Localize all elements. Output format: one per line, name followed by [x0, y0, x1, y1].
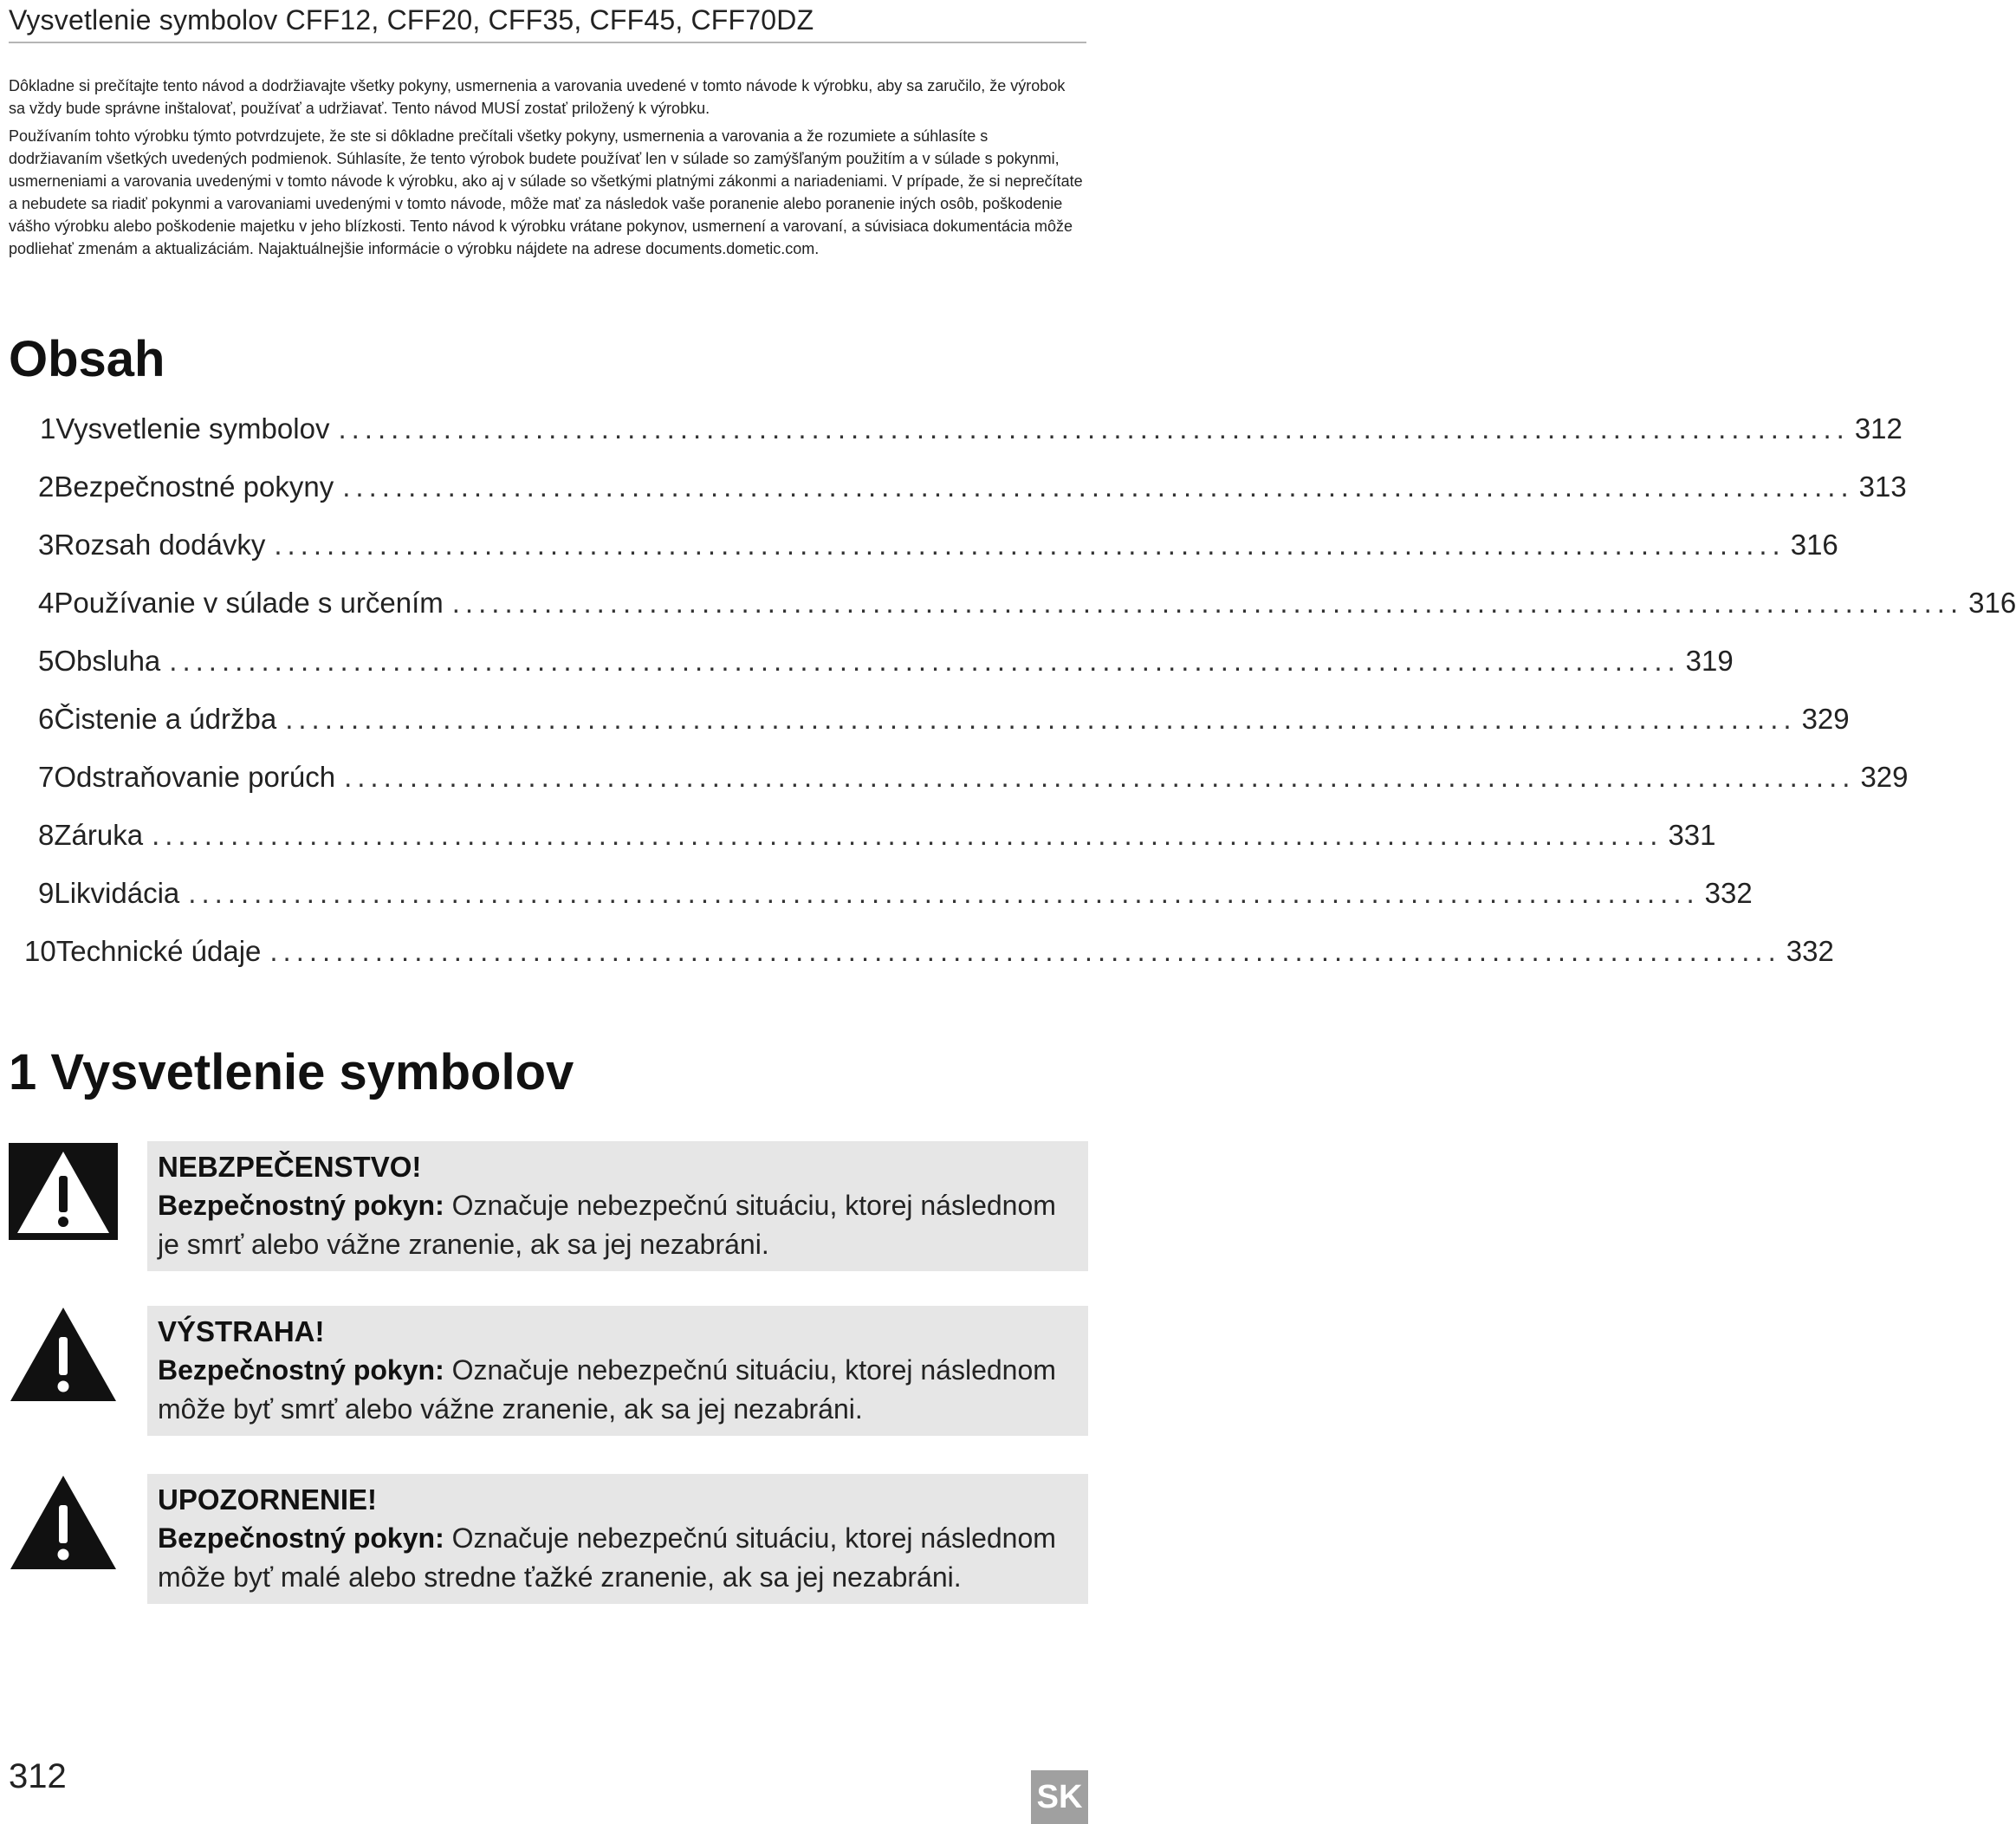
toc-item-number: 1	[40, 412, 56, 445]
toc-item-page: 313	[1858, 471, 1907, 503]
toc-item-page: 316	[1968, 587, 2016, 619]
toc-item-troubleshooting[interactable]	[0, 756, 1909, 799]
toc-item-title: Bezpečnostné pokyny	[54, 471, 334, 503]
toc-item-scope[interactable]	[0, 523, 1838, 567]
toc-item-page: 329	[1860, 761, 1909, 793]
toc-item-page: 312	[1854, 412, 1903, 445]
toc-item-number: 8	[38, 819, 55, 851]
page-number: 312	[9, 1757, 67, 1795]
toc-leader-dots: ...................................................................................................................	[169, 645, 1681, 677]
toc-item-title: Odstraňovanie porúch	[54, 761, 336, 793]
notice-prefix: Bezpečnostný pokyn:	[158, 1522, 444, 1554]
toc-item-page: 319	[1685, 645, 1734, 677]
toc-item-title: Záruka	[54, 819, 144, 851]
notice-caution	[0, 1474, 1093, 1604]
toc-item-page: 332	[1786, 935, 1834, 967]
toc-leader-dots: ...................................................................................................................	[274, 529, 1786, 561]
toc-item-number: 3	[38, 529, 55, 561]
toc-item-page: 331	[1668, 819, 1716, 851]
toc-item-safety[interactable]	[0, 465, 1907, 509]
toc-leader-dots: ...................................................................................................................	[451, 587, 1964, 619]
toc-item-page: 316	[1790, 529, 1838, 561]
notice-text	[158, 1351, 1078, 1429]
toc-item-number: 7	[38, 761, 55, 793]
notice-text	[158, 1186, 1078, 1264]
warning-icon	[9, 1306, 118, 1403]
toc-item-title: Obsluha	[54, 645, 161, 677]
danger-icon	[9, 1143, 118, 1240]
notice-label: NEBZPEČENSTVO!	[158, 1151, 422, 1183]
notice-box	[147, 1306, 1088, 1436]
notice-label: UPOZORNENIE!	[158, 1483, 378, 1516]
toc-item-warranty[interactable]	[0, 814, 1716, 857]
toc-item-disposal[interactable]	[0, 872, 1753, 915]
toc-item-cleaning[interactable]	[0, 698, 1850, 741]
toc-leader-dots: ...................................................................................................................	[285, 703, 1797, 735]
toc-item-symbols[interactable]	[0, 407, 1903, 451]
toc-leader-dots: ...................................................................................................................	[188, 877, 1700, 909]
toc-item-title: Používanie v súlade s určením	[54, 587, 444, 619]
toc-item-number: 10	[24, 935, 56, 967]
toc-item-title: Vysvetlenie symbolov	[55, 412, 330, 445]
toc-item-number: 5	[38, 645, 55, 677]
language-badge: SK	[1031, 1770, 1088, 1824]
notice-box	[147, 1141, 1088, 1271]
toc-item-title: Rozsah dodávky	[54, 529, 266, 561]
toc-item-page: 332	[1704, 877, 1753, 909]
toc-item-page: 329	[1801, 703, 1850, 735]
toc-item-operation[interactable]	[0, 639, 1734, 683]
notice-prefix: Bezpečnostný pokyn:	[158, 1190, 444, 1221]
toc-leader-dots: ...................................................................................................................	[344, 761, 1856, 793]
toc-item-technical-data[interactable]	[0, 930, 1834, 973]
toc-leader-dots: ...................................................................................................................	[338, 412, 1850, 445]
notice-label: VÝSTRAHA!	[158, 1315, 325, 1347]
toc-item-number: 6	[38, 703, 55, 735]
notice-warning	[0, 1306, 1093, 1436]
notice-body: Označuje nebezpečnú situáciu, ktorej následnom môže byť malé alebo stredne ťažké zranenie, ak sa jej nezabráni.	[158, 1522, 1056, 1593]
notice-text	[158, 1519, 1078, 1597]
toc-heading: Obsah	[9, 331, 165, 387]
toc-item-intended-use[interactable]	[0, 581, 2016, 625]
toc-leader-dots: ...................................................................................................................	[342, 471, 1854, 503]
intro-paragraph-1: Dôkladne si prečítajte tento návod a dodržiavajte všetky pokyny, usmernenia a varovania uvedené v tomto návode k výrobku, aby sa zaručilo, že výrobok sa vždy bude správne inštalovať, používať a udržiavať. Tento návod MUSÍ zostať priložený k výrobku.	[9, 77, 1066, 117]
toc-leader-dots: ...................................................................................................................	[152, 819, 1663, 851]
toc-item-number: 2	[38, 471, 55, 503]
section-heading: 1 Vysvetlenie symbolov	[9, 1044, 574, 1100]
toc-item-title: Technické údaje	[55, 935, 262, 967]
toc-leader-dots: ...................................................................................................................	[269, 935, 1781, 967]
notice-body: Označuje nebezpečnú situáciu, ktorej následnom môže byť smrť alebo vážne zranenie, ak sa jej nezabráni.	[158, 1354, 1056, 1425]
intro-paragraph-2: Používaním tohto výrobku týmto potvrdzujete, že ste si dôkladne prečítali všetky pokyny, usmernenia a varovania a že rozumiete a súhlasíte s dodržiavaním všetkých uvedených podmienok. Súhlasíte, že tento výrobok budete používať len v súlade so zamýšľaným použitím a v súlade s pokynmi, usmerneniami a varovania uvedenými v tomto návode k výrobku, ako aj v súlade so všetkými platnými zákonmi a nariadeniami. V prípade, že si neprečítate a nebudete sa riadiť pokynmi a varovaniami uvedenými v tomto návode, môže mať za následok vaše poranenie alebo poranenie iných osôb, poškodenie vášho výrobku alebo poškodenie majetku v jeho blízkosti. Tento návod k výrobku vrátane pokynov, usmernení a varovaní, a súvisiaca dokumentácia môže podliehať zmenám a aktualizáciám. Najaktuálnejšie informácie o výrobku nájdete na adrese documents.dometic.com.	[9, 127, 1083, 257]
toc-item-number: 9	[38, 877, 55, 909]
page-header-title: Vysvetlenie symbolov CFF12, CFF20, CFF35, CFF45, CFF70DZ	[9, 3, 1086, 43]
notice-box	[147, 1474, 1088, 1604]
notice-prefix: Bezpečnostný pokyn:	[158, 1354, 444, 1386]
toc-item-title: Likvidácia	[54, 877, 180, 909]
caution-icon	[9, 1474, 118, 1571]
notice-danger	[0, 1141, 1093, 1271]
toc-item-title: Čistenie a údržba	[54, 703, 277, 735]
notice-body: Označuje nebezpečnú situáciu, ktorej následnom je smrť alebo vážne zranenie, ak sa jej nezabráni.	[158, 1190, 1056, 1260]
toc-item-number: 4	[38, 587, 55, 619]
